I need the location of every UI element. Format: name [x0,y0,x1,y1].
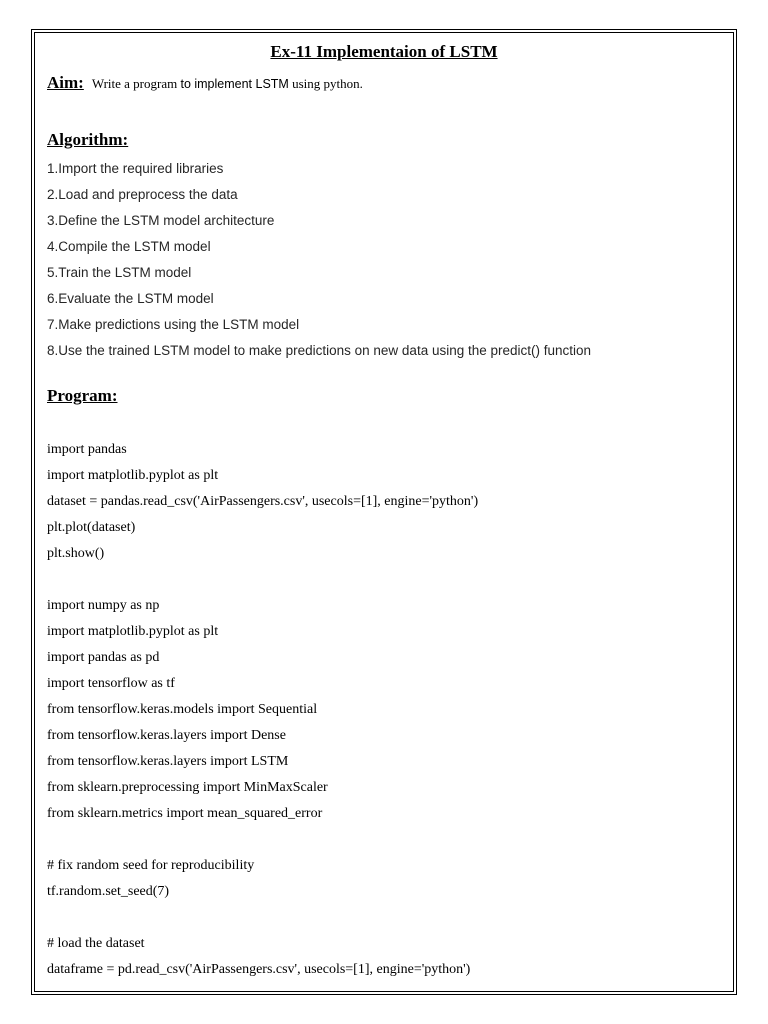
code-line: import matplotlib.pyplot as plt [47,624,219,639]
code-line [47,570,478,596]
algorithm-step: 3.Define the LSTM model architecture [47,213,275,228]
aim-text-part: using python. [292,76,363,91]
algorithm-step: 8.Use the trained LSTM model to make predictions on new data using the predict() function [47,343,592,358]
aim-label: Aim: [47,73,84,92]
aim-text-part: Write a program [91,76,178,91]
algorithm-step: 2.Load and preprocess the data [47,187,238,202]
code-line: from tensorflow.keras.layers import LSTM [47,754,289,769]
algorithm-step: 7.Make predictions using the LSTM model [47,317,300,332]
code-line: from tensorflow.keras.layers import Dense [47,728,286,743]
code-line: import pandas [47,442,127,457]
code-line: dataset = pandas.read_csv('AirPassengers.csv', usecols=[1], engine='python') [47,494,479,509]
program-code [47,440,478,986]
code-line: from tensorflow.keras.models import Sequential [47,702,318,717]
code-line: tf.random.set_seed(7) [47,884,170,899]
code-line: dataframe = pd.read_csv('AirPassengers.csv', usecols=[1], engine='python') [47,962,471,977]
algorithm-heading: Algorithm: [47,130,129,149]
code-line: import tensorflow as tf [47,676,175,691]
document-title: Ex-11 Implementaion of LSTM [270,42,498,61]
code-line: import pandas as pd [47,650,160,665]
algorithm-steps [47,159,591,367]
code-line: import matplotlib.pyplot as plt [47,468,219,483]
code-line: plt.plot(dataset) [47,520,136,535]
code-line: from sklearn.preprocessing import MinMaxScaler [47,780,328,795]
code-line [47,830,478,856]
code-line: import numpy as np [47,598,160,613]
code-line: plt.show() [47,546,105,561]
aim-text [92,76,363,91]
code-line: # fix random seed for reproducibility [47,858,255,873]
algorithm-step: 5.Train the LSTM model [47,265,192,280]
aim-row [47,73,363,93]
code-line [47,908,478,934]
code-line: from sklearn.metrics import mean_squared_error [47,806,323,821]
code-line: # load the dataset [47,936,145,951]
program-heading: Program: [47,386,118,405]
algorithm-step: 6.Evaluate the LSTM model [47,291,214,306]
algorithm-step: 4.Compile the LSTM model [47,239,211,254]
aim-text-part: to implement LSTM [180,77,289,91]
algorithm-step: 1.Import the required libraries [47,161,224,176]
